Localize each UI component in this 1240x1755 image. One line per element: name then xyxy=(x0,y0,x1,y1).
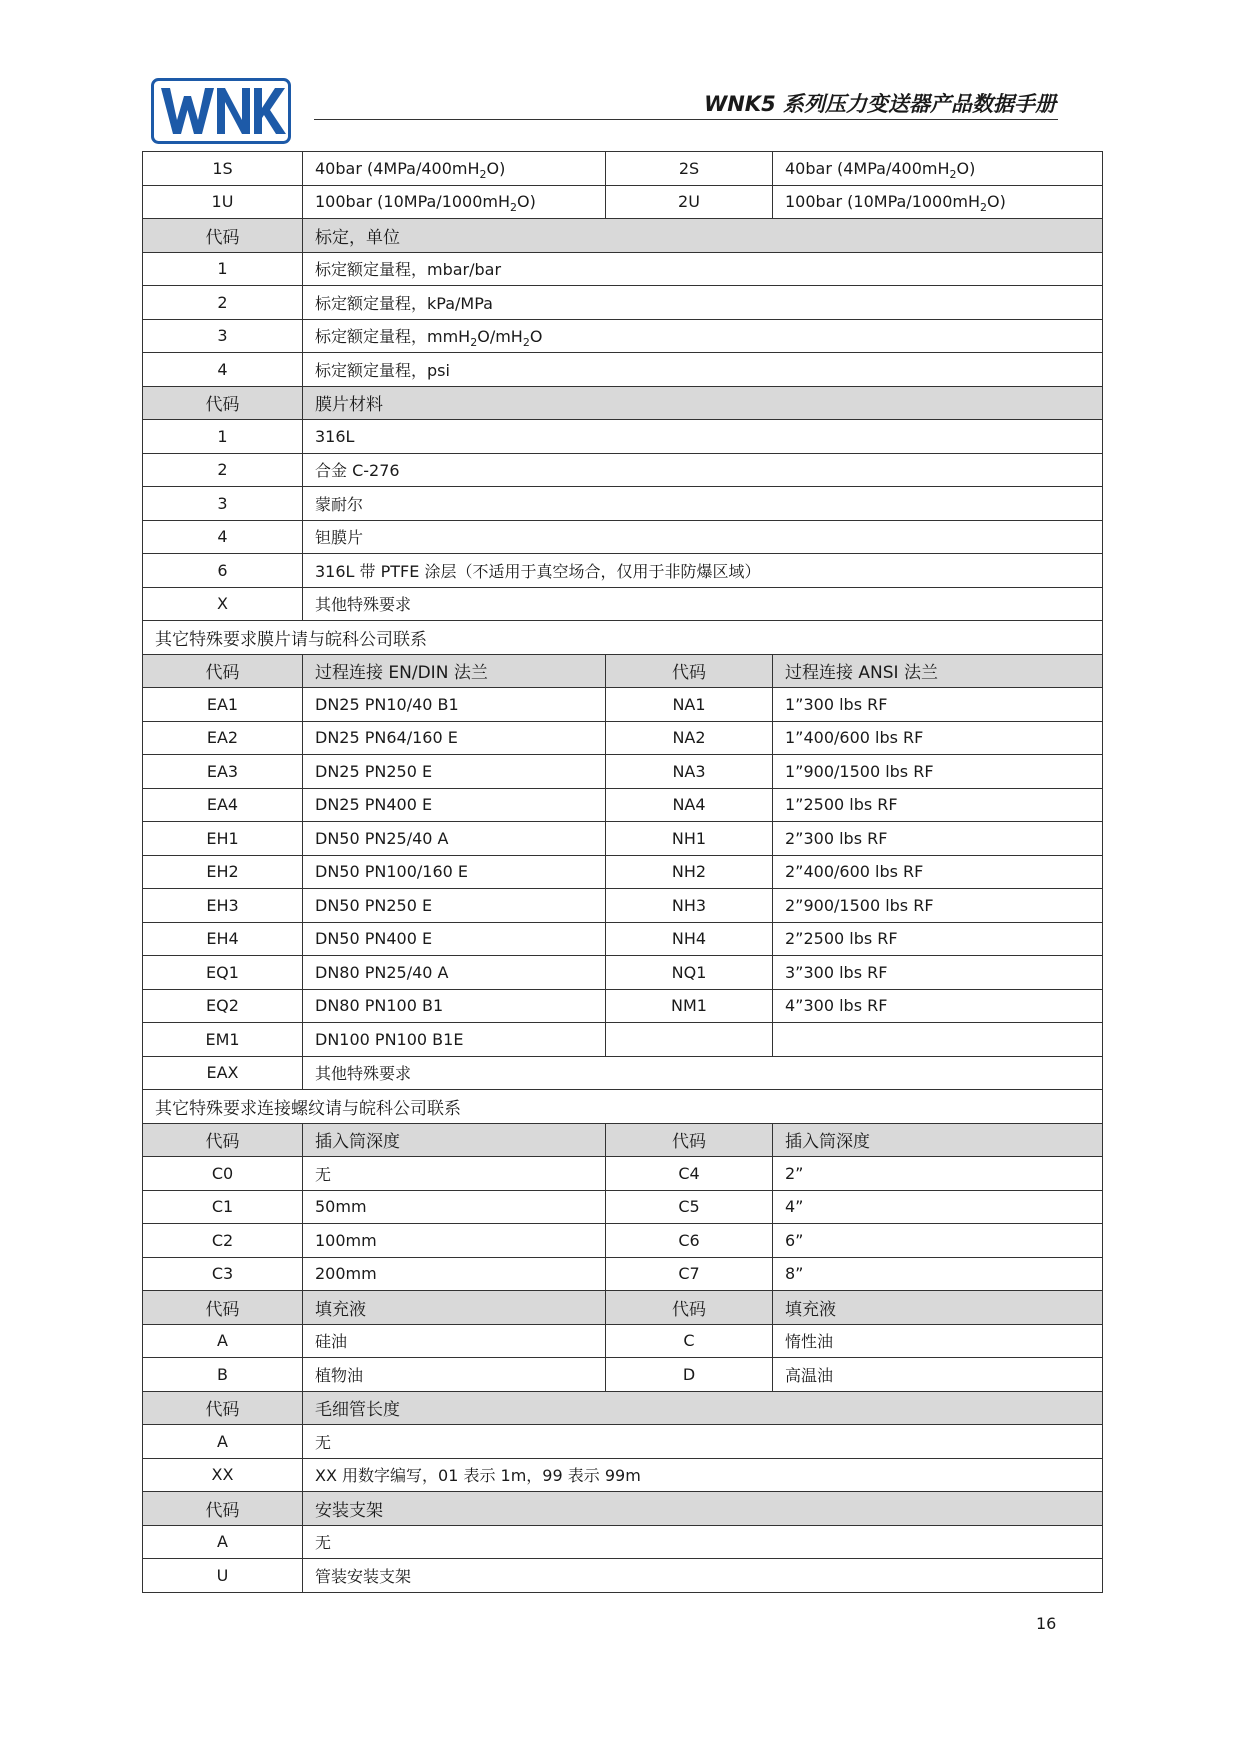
value-cell: 8” xyxy=(773,1257,1103,1291)
code-cell: NH4 xyxy=(606,922,773,956)
value-cell: 50mm xyxy=(303,1190,606,1224)
header-code-cell: 代码 xyxy=(606,654,773,688)
header-code-cell: 代码 xyxy=(143,1391,303,1425)
table-row xyxy=(143,1324,1103,1358)
value-cell: 标定额定量程，psi xyxy=(303,353,1103,387)
value-cell: 2”300 lbs RF xyxy=(773,822,1103,856)
value-cell: 2”900/1500 lbs RF xyxy=(773,889,1103,923)
code-cell: A xyxy=(143,1525,303,1559)
value-cell: 100bar $(10MPa/1000mH_2O)$ xyxy=(773,185,1103,219)
diaphragm-note: 其它特殊要求膜片请与皖科公司联系 xyxy=(143,621,1103,655)
table-row xyxy=(143,822,1103,856)
code-cell: C5 xyxy=(606,1190,773,1224)
value-cell: 316L xyxy=(303,420,1103,454)
code-cell: EA2 xyxy=(143,721,303,755)
table-row xyxy=(143,487,1103,521)
value-cell: 标定额定量程，$mmH_2O/mH_2O$ xyxy=(303,319,1103,353)
wnk-logo-graphic xyxy=(151,78,291,144)
table-row xyxy=(143,755,1103,789)
code-cell: 2U xyxy=(606,185,773,219)
table-row xyxy=(143,319,1103,353)
value-cell: 3”300 lbs RF xyxy=(773,956,1103,990)
table-row xyxy=(143,855,1103,889)
code-cell: NQ1 xyxy=(606,956,773,990)
code-cell: 2 xyxy=(143,286,303,320)
code-cell: EH1 xyxy=(143,822,303,856)
value-cell: 标定额定量程，kPa/MPa xyxy=(303,286,1103,320)
value-cell: 合金 C-276 xyxy=(303,453,1103,487)
table-row xyxy=(143,1525,1103,1559)
value-cell: DN80 PN25/40 A xyxy=(303,956,606,990)
value-cell xyxy=(773,1023,1103,1057)
code-cell: EQ2 xyxy=(143,989,303,1023)
capillary-header-row xyxy=(143,1391,1103,1425)
ordering-code-table xyxy=(142,151,1103,1593)
table-row xyxy=(143,989,1103,1023)
code-cell: 4 xyxy=(143,520,303,554)
code-cell: C2 xyxy=(143,1224,303,1258)
wnk-logo xyxy=(151,78,291,144)
value-cell: 无 xyxy=(303,1425,1103,1459)
code-cell: NA1 xyxy=(606,688,773,722)
value-cell: DN25 PN400 E xyxy=(303,788,606,822)
value-cell: DN50 PN25/40 A xyxy=(303,822,606,856)
code-cell: B xyxy=(143,1358,303,1392)
table-row xyxy=(143,1023,1103,1057)
value-cell: 硅油 xyxy=(303,1324,606,1358)
header-title-cell: 插入筒深度 xyxy=(303,1123,606,1157)
code-cell: 6 xyxy=(143,554,303,588)
code-cell: 1S xyxy=(143,152,303,186)
code-cell: EAX xyxy=(143,1056,303,1090)
range-row xyxy=(143,185,1103,219)
value-cell: 1”300 lbs RF xyxy=(773,688,1103,722)
code-cell: NH1 xyxy=(606,822,773,856)
header-code-cell: 代码 xyxy=(143,654,303,688)
header-code-cell: 代码 xyxy=(143,1291,303,1325)
fill-fluid-header-row xyxy=(143,1291,1103,1325)
bracket-header-row xyxy=(143,1492,1103,1526)
value-cell: DN100 PN100 B1E xyxy=(303,1023,606,1057)
table-row xyxy=(143,1458,1103,1492)
header-title-cell: 过程连接 EN/DIN 法兰 xyxy=(303,654,606,688)
header-title-cell: 过程连接 ANSI 法兰 xyxy=(773,654,1103,688)
code-cell: 3 xyxy=(143,487,303,521)
header-title-cell: 毛细管长度 xyxy=(303,1391,1103,1425)
table-row xyxy=(143,1157,1103,1191)
table-row xyxy=(143,520,1103,554)
page-number: 16 xyxy=(1036,1614,1057,1633)
insertion-depth-header-row xyxy=(143,1123,1103,1157)
header-code-cell: 代码 xyxy=(606,1123,773,1157)
range-row xyxy=(143,152,1103,186)
value-cell: DN25 PN64/160 E xyxy=(303,721,606,755)
value-cell: 200mm xyxy=(303,1257,606,1291)
code-cell: EA4 xyxy=(143,788,303,822)
header-title-cell: 膜片材料 xyxy=(303,386,1103,420)
note-row xyxy=(143,1090,1103,1124)
code-cell xyxy=(606,1023,773,1057)
connection-note: 其它特殊要求连接螺纹请与皖科公司联系 xyxy=(143,1090,1103,1124)
code-cell: EH3 xyxy=(143,889,303,923)
value-cell: 无 xyxy=(303,1525,1103,1559)
code-cell: EQ1 xyxy=(143,956,303,990)
code-cell: EH4 xyxy=(143,922,303,956)
table-row xyxy=(143,252,1103,286)
code-cell: C0 xyxy=(143,1157,303,1191)
value-cell: DN50 PN250 E xyxy=(303,889,606,923)
value-cell: 钽膜片 xyxy=(303,520,1103,554)
table-row xyxy=(143,286,1103,320)
code-cell: NA3 xyxy=(606,755,773,789)
code-cell: 1 xyxy=(143,420,303,454)
value-cell: 2”2500 lbs RF xyxy=(773,922,1103,956)
code-cell: NA2 xyxy=(606,721,773,755)
code-cell: U xyxy=(143,1559,303,1593)
header-code-cell: 代码 xyxy=(606,1291,773,1325)
value-cell: 其他特殊要求 xyxy=(303,1056,1103,1090)
value-cell: 100bar $(10MPa/1000mH_2O)$ xyxy=(303,185,606,219)
code-cell: XX xyxy=(143,1458,303,1492)
table-row xyxy=(143,453,1103,487)
table-row xyxy=(143,1190,1103,1224)
header-code-cell: 代码 xyxy=(143,1123,303,1157)
table-row xyxy=(143,721,1103,755)
code-cell: 2 xyxy=(143,453,303,487)
table-row xyxy=(143,688,1103,722)
value-cell: 惰性油 xyxy=(773,1324,1103,1358)
value-cell: 标定额定量程，mbar/bar xyxy=(303,252,1103,286)
value-cell: 1”2500 lbs RF xyxy=(773,788,1103,822)
header-title-cell: 标定，单位 xyxy=(303,219,1103,253)
value-cell: 植物油 xyxy=(303,1358,606,1392)
code-cell: C3 xyxy=(143,1257,303,1291)
value-cell: DN25 PN250 E xyxy=(303,755,606,789)
value-cell: 4” xyxy=(773,1190,1103,1224)
code-cell: EA1 xyxy=(143,688,303,722)
value-cell: 40bar $(4MPa/400mH_2O)$ xyxy=(303,152,606,186)
value-cell: 无 xyxy=(303,1157,606,1191)
code-cell: C7 xyxy=(606,1257,773,1291)
table-row xyxy=(143,420,1103,454)
table-row xyxy=(143,922,1103,956)
calibration-header-row xyxy=(143,219,1103,253)
value-cell: DN50 PN400 E xyxy=(303,922,606,956)
table-row xyxy=(143,587,1103,621)
code-cell: NA4 xyxy=(606,788,773,822)
code-cell: 1 xyxy=(143,252,303,286)
header-code-cell: 代码 xyxy=(143,219,303,253)
table-row xyxy=(143,1056,1103,1090)
table-row xyxy=(143,889,1103,923)
code-cell: C4 xyxy=(606,1157,773,1191)
header-divider xyxy=(314,119,1058,120)
code-cell: X xyxy=(143,587,303,621)
value-cell: 1”900/1500 lbs RF xyxy=(773,755,1103,789)
value-cell: DN50 PN100/160 E xyxy=(303,855,606,889)
header-title-cell: 安装支架 xyxy=(303,1492,1103,1526)
table-row xyxy=(143,1257,1103,1291)
diaphragm-header-row xyxy=(143,386,1103,420)
code-cell: C6 xyxy=(606,1224,773,1258)
header-title-cell: 填充液 xyxy=(773,1291,1103,1325)
code-cell: EH2 xyxy=(143,855,303,889)
value-cell: 1”400/600 lbs RF xyxy=(773,721,1103,755)
value-cell: 2”400/600 lbs RF xyxy=(773,855,1103,889)
table-row xyxy=(143,353,1103,387)
code-cell: NH2 xyxy=(606,855,773,889)
value-cell: 4”300 lbs RF xyxy=(773,989,1103,1023)
table-row xyxy=(143,788,1103,822)
value-cell: 管装安装支架 xyxy=(303,1559,1103,1593)
value-cell: XX 用数字编写，01 表示 1m，99 表示 99m xyxy=(303,1458,1103,1492)
code-cell: EA3 xyxy=(143,755,303,789)
header-title-cell: 填充液 xyxy=(303,1291,606,1325)
code-cell: C xyxy=(606,1324,773,1358)
code-cell: 3 xyxy=(143,319,303,353)
table-row xyxy=(143,1358,1103,1392)
table-row xyxy=(143,1559,1103,1593)
header-code-cell: 代码 xyxy=(143,1492,303,1526)
code-cell: NM1 xyxy=(606,989,773,1023)
code-cell: NH3 xyxy=(606,889,773,923)
header-code-cell: 代码 xyxy=(143,386,303,420)
note-row xyxy=(143,621,1103,655)
code-cell: EM1 xyxy=(143,1023,303,1057)
code-cell: A xyxy=(143,1425,303,1459)
process-connection-header-row xyxy=(143,654,1103,688)
code-cell: 1U xyxy=(143,185,303,219)
document-title: WNK5 系列压力变送器产品数据手册 xyxy=(704,92,1056,116)
code-cell: 4 xyxy=(143,353,303,387)
value-cell: 高温油 xyxy=(773,1358,1103,1392)
table-row xyxy=(143,554,1103,588)
value-cell: 40bar $(4MPa/400mH_2O)$ xyxy=(773,152,1103,186)
value-cell: DN80 PN100 B1 xyxy=(303,989,606,1023)
value-cell: 6” xyxy=(773,1224,1103,1258)
code-cell: C1 xyxy=(143,1190,303,1224)
code-cell: A xyxy=(143,1324,303,1358)
value-cell: 蒙耐尔 xyxy=(303,487,1103,521)
value-cell: DN25 PN10/40 B1 xyxy=(303,688,606,722)
table-row xyxy=(143,1425,1103,1459)
header-title-cell: 插入筒深度 xyxy=(773,1123,1103,1157)
value-cell: 100mm xyxy=(303,1224,606,1258)
table-row xyxy=(143,956,1103,990)
code-cell: D xyxy=(606,1358,773,1392)
value-cell: 316L 带 PTFE 涂层（不适用于真空场合，仅用于非防爆区域） xyxy=(303,554,1103,588)
value-cell: 2” xyxy=(773,1157,1103,1191)
code-cell: 2S xyxy=(606,152,773,186)
table-row xyxy=(143,1224,1103,1258)
value-cell: 其他特殊要求 xyxy=(303,587,1103,621)
